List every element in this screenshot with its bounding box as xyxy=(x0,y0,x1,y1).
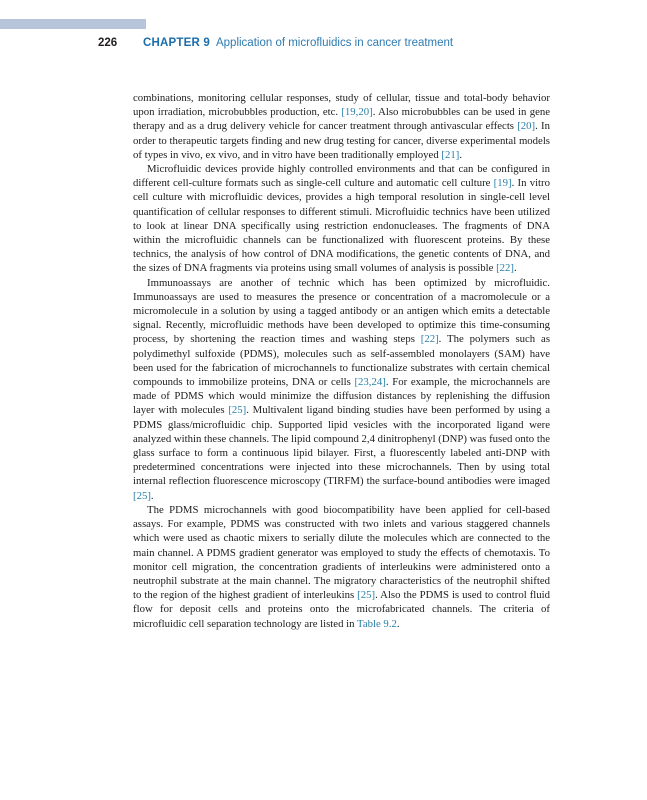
paragraph-text: . Multivalent ligand binding studies have been performed by using a PDMS glass/microfluidic chip. Supported lipid vesicles with the incorporated ligand were analyzed within these channels. The lipid compound 2,4 dinitrophenyl (DNP) was fused onto the glass surface to form a continuous lipid bilayer. First, a fluorescently labeled anti-DNP with predetermined concentrations were injected into these microchannels. Then by using total internal reflection fluorescence microscopy (TIRFM) the surface-bound antibodies were imaged xyxy=(133,404,550,488)
header-decoration-bar xyxy=(0,19,146,29)
citation-link[interactable]: [25] xyxy=(133,489,151,502)
body-paragraph xyxy=(133,276,550,503)
citation-link[interactable]: [19,20] xyxy=(341,106,373,119)
citation-link[interactable]: [25] xyxy=(228,404,247,417)
citation-link[interactable]: Table 9.2 xyxy=(357,617,397,630)
paragraph-text: . In vitro cell culture with microfluidic devices, provides a high temporal resolution in single-cell level quantification of cellular responses to different stimuli. Microfluidic technics have been utilized to look at linear DNA specifically using restriction endonucleases. The fragments of DNA within the microfluidic channels can be functionalized with fluorescent proteins. By these technics, the analysis of how control of DNA modifications, the genetic contents of DNA, and the sizes of DNA fragments via proteins using small volumes of analysis is possible xyxy=(133,177,550,275)
paragraph-text: . The polymers such as polydimethyl sulfoxide (PDMS), molecules such as self-assembled monolayers (SAM) have been used for the fabrication of microchannels to functionalize substrates with certain chemical compounds to immobilize proteins, DNA or cells xyxy=(133,333,551,389)
body-paragraph xyxy=(133,91,550,162)
paragraph-text: . For example, the microchannels are made of PDMS which would minimize the diffusion distances by replenishing the diffusion layer with molecules xyxy=(133,376,550,417)
citation-link[interactable]: [23,24] xyxy=(354,376,386,389)
text-block xyxy=(133,91,550,631)
chapter-title: Application of microfluidics in cancer treatment xyxy=(215,37,454,49)
citation-link[interactable]: [22] xyxy=(420,333,439,346)
paragraph-text: . Also the PDMS is used to control fluid flow for deposit cells and proteins onto the microfabricated channels. The criteria of microfluidic cell separation technology are listed in xyxy=(133,589,550,630)
paragraph-text: . xyxy=(396,617,400,630)
citation-link[interactable]: [20] xyxy=(517,120,536,133)
body-paragraph xyxy=(133,162,550,276)
page-number: 226 xyxy=(98,37,118,49)
citation-link[interactable]: [25] xyxy=(357,589,376,602)
paragraph-text: combinations, monitoring cellular responses, study of cellular, tissue and total-body behavior upon irradiation, microbubbles production, etc. xyxy=(133,92,550,119)
paragraph-text: . xyxy=(514,262,517,275)
citation-link[interactable]: [21] xyxy=(441,148,460,161)
paragraph-text: The PDMS microchannels with good biocompatibility have been applied for cell-based assays. For example, PDMS was constructed with two inlets and various staggered channels which were used as chaotic mixers to serially dilute the molecules which are connected to the main channel. A PDMS gradient generator was employed to study the effects of chemotaxis. To monitor cell migration, the concentration gradients of interleukins were administered onto a neutrophil substrate at the main channel. The migratory characteristics of the neutrophil shifted to the region of the highest gradient of interleukins xyxy=(133,503,550,602)
citation-link[interactable]: [19] xyxy=(493,177,512,190)
body-paragraph xyxy=(133,503,550,631)
paragraph-text: . Also microbubbles can be used in gene therapy and as a drug delivery vehicle for cancer treatment through antivascular effects xyxy=(133,106,550,133)
paragraph-text: . xyxy=(459,148,463,161)
citation-link[interactable]: [22] xyxy=(496,262,514,275)
running-header xyxy=(98,37,453,49)
paragraph-text: Immunoassays are another of technic which has been optimized by microfluidic. Immunoassays are used to measures the presence or concentration of a macromolecule or a micromolecule in a solution by using a tagged antibody or an antigen which emits a detectable signal. Recently, microfluidic methods have been developed to optimize this time-consuming process, by shortening the reaction times and washing steps xyxy=(133,276,550,346)
paragraph-text: . In order to therapeutic targets finding and new drug testing for cancer, diverse experimental models of types in vivo, ex vivo, and in vitro have been traditionally employed xyxy=(133,120,550,161)
chapter-label: CHAPTER 9 xyxy=(143,37,210,49)
paragraph-text: . xyxy=(150,489,154,502)
paragraph-text: Microfluidic devices provide highly controlled environments and that can be configured in different cell-culture formats such as single-cell culture and automatic cell culture xyxy=(133,163,550,190)
